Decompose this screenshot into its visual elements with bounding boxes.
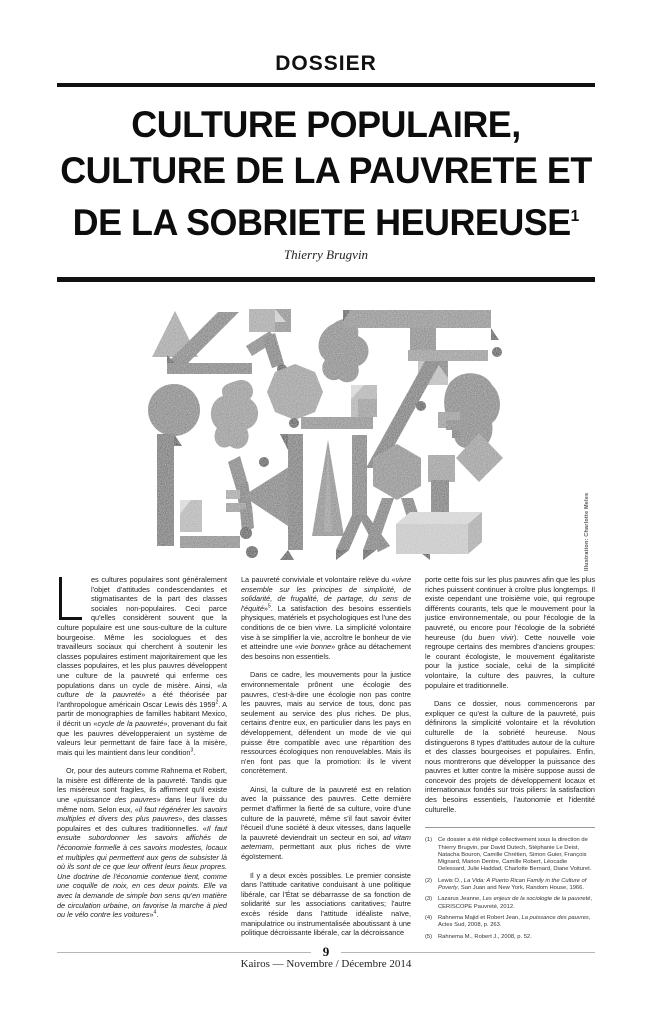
header-rule-top (57, 83, 595, 87)
paragraph: es cultures populaires sont généralement l'objet d'attitudes condescendantes et stigmatisantes de la part des classes sociales non-populaires. Ceci parce qu'elles considèrent souvent que la culture populaire est une sous-culture de la culture bourgeoise. Même les sociologues et des travailleurs sociaux qui cherchent à soutenir les classes populaires estiment majoritairement que les classes populaires, et les plus pauvres développent une culture de la pauvreté qui enferme ces populations dans un cycle de misère. Ainsi, «la culture de la pauvreté» a été théorisée par l'anthropologue américain Oscar Lewis dès 1959$^2$. A partir de monographies de familles habitant Mexico, il décrit un «cycle de la pauvreté», provenant du fait que les pauvres développeraient un système de valeurs leur permettant de faire face à la misère, mais qui les maintient dans leur condition$^3$. (57, 575, 227, 757)
paragraph: Dans ce cadre, les mouvements pour la justice environnementale prônent une écologie des pauvres, c'est-à-dire une écologie non pas contre les pauvres, mais au service de tous, donc pas seulement au service des plus riches. De plus, certains d'entre eux, en particulier dans les pays en développement, défendent un mode de vie qui puisse être compatible avec une répartition des ressources écologiques non renouvelables. Mais ils n'en font pas que la promotion: ils le vivent concrètement. (241, 670, 411, 776)
paragraph: Ainsi, la culture de la pauvreté est en relation avec la puissance des pauvres. Cette dernière permet d'affirmer la fierté de sa culture, voire d'une culture de la pauvreté, même s'il faut savoir éviter l'écueil d'une société à deux vitesses, dans laquelle la pauvreté deviendrait un secteur en soi, ad vitam aeternam, permettant aux plus riches de vivre égoïstement. (241, 784, 412, 862)
footnote: (1) Ce dossier a été rédigé collectivement sous la direction de Thierry Brugvin, par David Dutech, Stéphanie Le Deist, Natacha Bouron, Camille Chrétien, Simon Guier, François Mignard, Marion Dentre, Camille Robert, Léocadie Delessard, Julie Haddad, Charlotte Bernard, Diane Voituret. (425, 837, 592, 873)
footnote: (2) Lewis O., La Vida: A Puerto Rican Family in the Culture of Poverty, San Juan and New York, Random House, 1966. (425, 877, 587, 892)
title-footnote-ref: 1 (570, 208, 580, 225)
footer-rule-left (57, 952, 311, 953)
paragraph: porte cette fois sur les plus pauvres afin que les plus riches puissent continuer à croître plus longtemps. Il existe cependant une troisième voie, qui regroupe différents courants, tels que le mouvement pour la justice environnementale, ou pour l'écologie de la pauvreté, ou encore pour l'écologie de la sobriété heureuse (du buen vivir). Cette nouvelle voie regroupe certains des membres d'anciens groupes: le courant écologiste, le mouvement égalitariste pour la justice sociale, celui de la simplicité volontaire, la culture des pauvres, la culture populaire et traditionnelle. (425, 575, 595, 690)
footnotes-list (425, 837, 595, 941)
article-body (57, 575, 595, 947)
journal-issue-line: Kairos — Novembre / Décembre 2014 (240, 958, 412, 970)
article-title (55, 102, 596, 246)
illustration-credit: Illustration: Charlotte Meles (584, 492, 590, 571)
title-line-3: DE LA SOBRIETE HEUREUSE$^1$ (72, 202, 580, 243)
paragraph: La pauvreté conviviale et volontaire relève du «vivre ensemble sur les principes de simplicité, de solidarité, de frugalité, de partage, du sens de l'équité»$^5$. La satisfaction des besoins essentiels physiques, matériels et psychologiques est l'une des conditions de ce bien vivre. La simplicité volontaire vise à se simplifier la vie, accroître le bonheur de vie et atteindre une «vie bonne» grâce au détachement des besoins non essentiels. (241, 575, 411, 661)
author-byline: Thierry Brugvin (283, 247, 369, 262)
footer-rule-right (341, 952, 595, 953)
column-3 (425, 575, 595, 947)
dropcap-letter-L (59, 577, 82, 620)
footnote: (3) Lazarus Jeanne, Les enjeux de la sociologie de la pauvreté, CERISCOPE Pauvreté, 2012. (425, 896, 593, 910)
page-number: 9 (322, 944, 330, 959)
title-line-2: CULTURE DE LA PAUVRETE ET (60, 150, 592, 191)
footnote: (4) Rahnema Majid et Robert Jean, La puissance des pauvres, Actes Sud, 2008, p. 263. (425, 914, 591, 929)
footnotes-divider (425, 827, 595, 828)
paragraph: Or, pour des auteurs comme Rahnema et Robert, la misère est différente de la pauvreté. Tandis que les miséreux sont fragiles, ils affirment qu'il existe une «puissance des pauvres» dans leur livre du même nom. Selon eux, «il faut régénérer les savoirs multiples et divers des plus pauvres», des classes populaires et des cultures traditionnelles. «Il faut ensuite subordonner les savoirs affichés de l'économie formelle à ces savoirs modestes, locaux et multiples qui permettent aux gens de subsister là où ils sont de ce que leur offrent leurs lieux propres. Une doctrine de l'économie contenue tient, comme une coquille de noix, en ces deux points. Elle va avec la demande de simple bon sens qu'en matière de circulation urbaine, on favorise la marche à pied ou le vélo contre les voitures»$^4$. (57, 766, 228, 920)
header-rule-bottom (57, 277, 595, 282)
section-kicker: DOSSIER (275, 52, 377, 75)
title-line-1: CULTURE POPULAIRE, (131, 104, 521, 145)
column-2 (241, 575, 411, 947)
abstract-collage-illustration (142, 300, 524, 568)
footnote: (5) Rahnema M., Robert J., 2008, p. 52. (425, 933, 532, 940)
column-1 (57, 575, 227, 947)
paragraph: Dans ce dossier, nous commencerons par expliquer ce qu'est la culture de la pauvreté, puis définirons la simplicité volontaire et la révolution culturelle de la sobriété heureuse. Nous distinguerons 8 types d'attitudes autour de la culture et des classes bourgeoises et populaires. Enfin, nous montrerons que développer la puissance des pauvres et lutter contre la misère suppose aussi de concevoir des projets de développement locaux et internationaux fondés sur trois piliers: la satisfaction des besoins essentiels, l'autonomie et l'identité culturelle. (425, 699, 595, 814)
paragraph: Il y a deux excès possibles. Le premier consiste dans l'attitude caritative conduisant à une politique libérale, car l'État se débarrasse de sa fonction de solidarité sur les associations caritatives; l'autre excès réside dans l'attitude idéaliste naïve, manipulatrice ou instrumentalisée aboutissant à une politique décroissante libérale, car la décroissance (241, 870, 411, 938)
